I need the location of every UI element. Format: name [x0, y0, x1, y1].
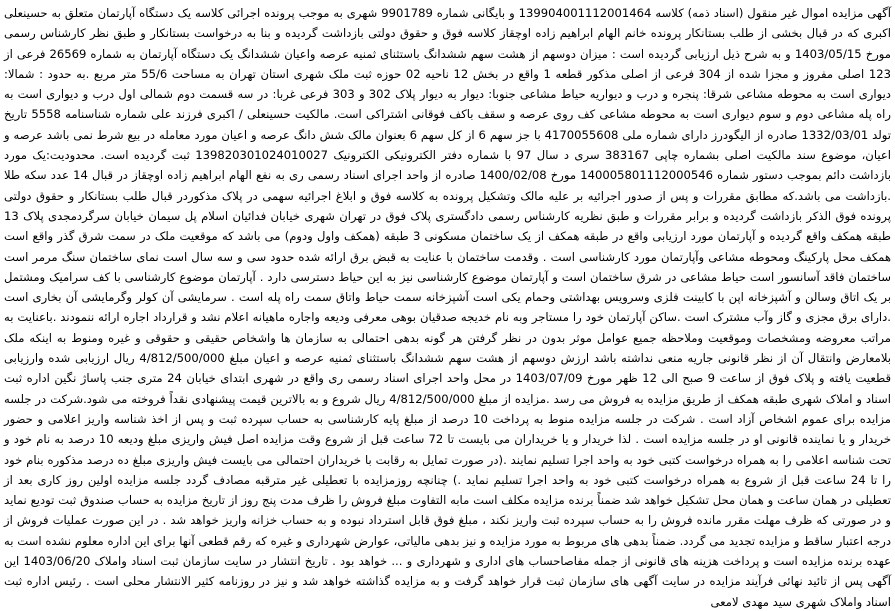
auction-notice-text: آگهی مزایده اموال غیر منقول (اسناد ذمه) کلاسه 139904001112001464 و بایگانی شماره 9901789 شهری به موجب پرونده اجرائی کلاسه یک دستگاه آپارتمان متعلق به حسینعلی اکبری که در قبال بخشی از طلب بستانکار پرونده خانم الهام ابراهیم زاده اوچقاز کلاسه فوق و حقوق دولتی بازداشت گردیده و بنا به درخواست بستانکار و طبق نظر کارشناس رسمی مورخ 1403/05/15 و به شرح ذیل ارزیابی گردیده است : میزان دوسهم از هشت سهم ششدانگ باستثنای ثمنیه عرصه واعیان ششدانگ یک دستگاه آپارتمان به شماره 26569 فرعی از 123 اصلی مفروز و مجزا شده از 304 فرعی از اصلی مذکور قطعه 1 واقع در بخش 12 ناحیه 02 حوزه ثبت ملک شهری استان تهران به مساحت 55/6 متر مربع .به حدود : شمالا: دیواری است به محوطه مشاعی شرقا: پنجره و درب و دیواریه حیاط مشاعی جنوبا: دیوار به دیوار پلاک 302 و 303 فرعی غربا: در سه قسمت دوم شمالی اول درب و دیواری است به راه پله مشاعی دوم و سوم دیواری است به محوطه مشاعی کف روی عرصه و سقف باکف فوقانی اشتراکی است. مالکیت حسینعلی / اکبری فرزند علی شماره شناسنامه 5558 تاریخ تولد 1332/03/01 صادره از الیگودرز دارای شماره ملی 4170055608 با جز سهم 6 از کل سهم 6 بعنوان مالک شش دانگ عرصه و اعیان مورد معامله در بیع شرط نمی باشد عرصه و اعیان، موضوع سند مالکیت اصلی بشماره چاپی 383167 سری د سال 97 با شماره دفتر الکترونیکی الکترونیک 139820301024010027 ثبت گردیده است. محدودیت:یک مورد بازداشت دائم بموجب دستور شماره 140005801112000546 مورخ 1400/02/08 صادره از واحد اجرای اسناد رسمی ری به نفع الهام ابراهیم زاده اوچقاز در قبال 14 عدد سکه طلا .بازداشت می باشد.که مطابق مقررات و پس از صدور اجرائیه بر علیه مالک وتشکیل پرونده به کلاسه فوق و ابلاغ اجرائیه سهمی در پلاک مذکوردر قبال طلب بستانکار و حقوق دولتی پرونده فوق الذکر بازداشت گردیده و برابر مقررات و طبق نظریه کارشناس رسمی دادگستری پلاک فوق در تهران شهری خیابان فدائیان اسلام پل سیمان خیابان سرگردمجدی پلاک 13 طبقه همکف واقع گردیده و آپارتمان مورد ارزیابی واقع در طبقه همکف از یک ساختمان مسکونی 3 طبقه (همکف واول ودوم) می باشد که موقعیت ملک در سمت شرق گذر واقع است همکف محل پارکینگ ومحوطه مشاعی وآپارتمان مورد کارشناسی است . وقدمت ساختمان با عنایت به قبض برق ارائه شده حدود سی و سه سال است نمای ساختمان سنگ مرمر است ساختمان فاقد آسانسور است حیاط مشاعی در شرق ساختمان است و آپارتمان موضوع کارشناسی نیز به این حیاط دسترسی دارد . آپارتمان موضوع کارشناسی با کف سرامیک ومشتمل بر یک اتاق وسالن و آشپزخانه اپن با کابینت فلزی وسرویس بهداشتی وحمام یکی است آشپزخانه سمت حیاط واتاق سمت راه پله است . سرمایشی آن کولر وگرمایشی آن بخاری است .دارای برق مجزی و گاز وآب مشترک است .ساکن آپارتمان خود را مستاجر وبه نام خدیجه صدقیان بوهی معرفی ودیعه واجاره ماهیانه اعلام نشد و قرارداد اجاره ارائه ننمودند .باعنایت به مراتب معروضه ومشخصات وموقعیت وملاحظه جمیع عوامل موثر بدون در نظر گرفتن هر گونه بدهی احتمالی به سازمان ها واشخاص حقیقی و حقوقی و غیره ومنوط به اینکه ملک بلامعارض وانتقال آن از نظر قانونی جاریه منعی نداشته باشد ارزش دوسهم از هشت سهم ششدانگ باستثنای ثمنیه عرصه و اعیان مبلغ 4/812/500/000 ریال ارزیابی شده وارزیابی قطعیت یافته و پلاک فوق از ساعت 9 صبح الی 12 ظهر مورخ 1403/07/09 در محل واحد اجرای اسناد رسمی ری واقع در شهری ابتدای خیابان 24 متری جنب پاساژ نگین اداره ثبت اسناد و املاک شهری طبقه همکف از طریق مزایده به فروش می رسد .مزایده از مبلغ 4/812/500/000 ریال شروع و به بالاترین قیمت پیشنهادی نقداً فروخته می شود.شرکت در جلسه مزایده برای عموم اشخاص آزاد است . شرکت در جلسه مزایده منوط به پرداخت 10 درصد از مبلغ پایه کارشناسی به حساب سپرده ثبت و پس از اخذ شناسه واریز اعلامی و حضور خریدار و یا نماینده قانونی او در جلسه مزایده است . لذا خریدار و یا خریداران می بایست تا 72 ساعت قبل از شروع وقت مزایده اصل فیش واریزی مبلغ ودیعه 10 درصد به نام خود و تحت شناسه اعلامی را به همراه درخواست کتبی خود به واحد اجرا تسلیم نمایند .(در صورت تمایل به رقابت با خریداران احتمالی می بایست فیش واریزی مبلغ ده درصد مذکوره بنام خود را تا 24 ساعت قبل از شروع به همراه درخواست کتبی خود به واحد اجرا تسلیم نماید .) چنانچه روزمزایده با تعطیلی غیر مترقبه مصادف گردد جلسه مزایده اولین روز کاری بعد از تعطیلی در همان ساعت و همان محل تشکیل خواهد شد ضمناً برنده مزایده مکلف است مابه التفاوت مبلغ فروش را ظرف مدت پنج روز از تاریخ مزایده به حساب صندوق ثبت تودیع نماید و در صورتی که ظرف مهلت مقرر مانده فروش را به حساب سپرده ثبت واریز نکند ، مبلغ فوق قابل استرداد نبوده و به حساب خزانه واریز خواهد شد . در این صورت عملیات فروش از درجه اعتبار ساقط و مزایده تجدید می گردد. ضمناً بدهی های مربوط به مورد مزایده و نیز بدهی مالیاتی، عوارض شهرداری و غیره که رقم قطعی آنها برای این اداره معلوم نشده است به عهده برنده مزایده است و پرداخت هزینه های قانونی از جمله مفاصاحساب های اداری و شهرداری و ... خواهد بود . تاریخ انتشار در سایت سازمان ثبت اسناد واملاک 1403/06/20 این آگهی پس از تائید نهائی فرآیند مزایده در سایت آگهی های سازمان ثبت قرار خواهد گرفت و به مزایده گذاشته خواهد شد و نیز در روزنامه کثیر الانتشار محلی است . رئیس اداره ثبت اسناد واملاک شهری سید مهدی لامعی	[4, 6, 892, 609]
